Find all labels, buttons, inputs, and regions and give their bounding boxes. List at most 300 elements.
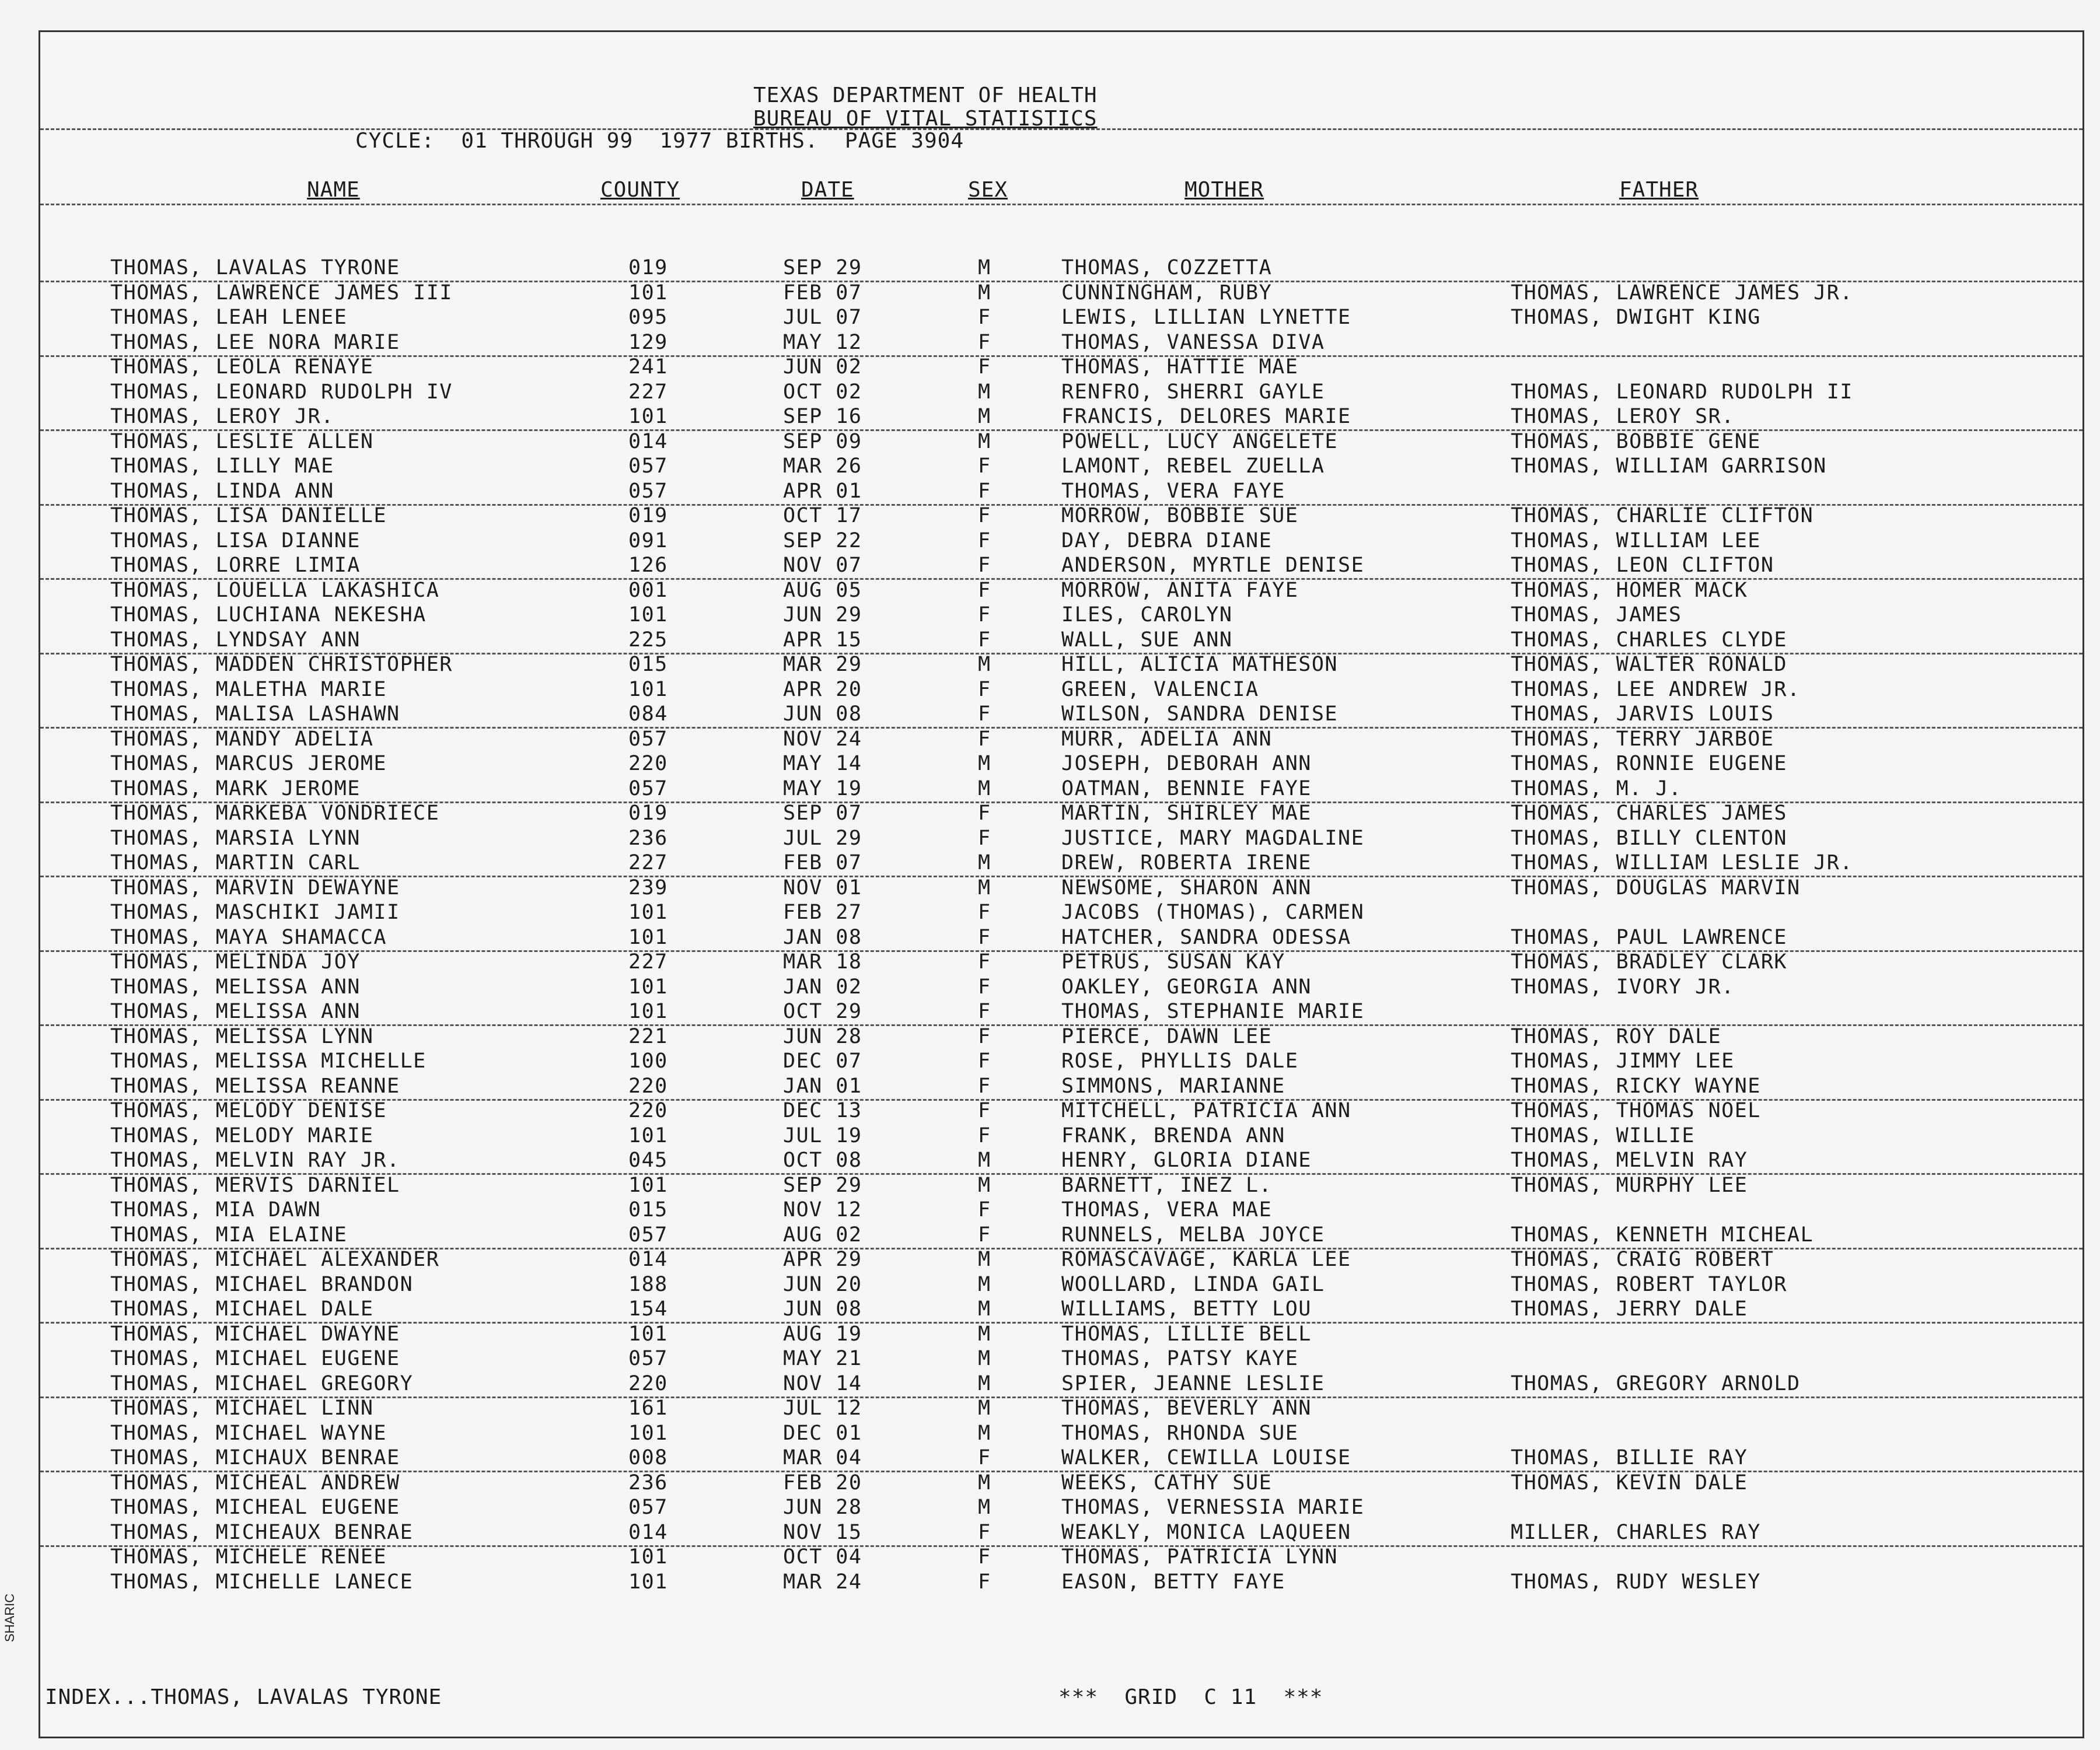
table-row	[40, 554, 2082, 580]
column-header-name: NAME	[307, 178, 360, 202]
cell-date: SEP 29	[783, 256, 862, 279]
cell-date: JUN 20	[783, 1272, 862, 1296]
cell-father: THOMAS, ROY DALE	[1511, 1024, 1722, 1048]
cell-county: 019	[628, 504, 668, 527]
cell-county: 101	[628, 925, 668, 949]
table-row	[40, 752, 2082, 776]
column-header-father: FATHER	[1619, 178, 1699, 202]
cell-mother: SPIER, JEANNE LESLIE	[1061, 1371, 1325, 1395]
cell-date: MAY 21	[783, 1347, 862, 1370]
cell-sex: F	[978, 1570, 991, 1594]
cell-mother: THOMAS, STEPHANIE MARIE	[1061, 1000, 1365, 1023]
cell-sex: F	[978, 1024, 991, 1048]
cell-county: 227	[628, 851, 668, 874]
cell-name: THOMAS, LAVALAS TYRONE	[110, 256, 400, 279]
cell-sex: M	[978, 256, 991, 279]
cell-father: THOMAS, PAUL LAWRENCE	[1511, 925, 1788, 949]
cell-date: MAY 12	[783, 330, 862, 354]
cell-father: THOMAS, WILLIAM GARRISON	[1511, 454, 1827, 478]
cell-sex: M	[978, 1322, 991, 1346]
cell-father: THOMAS, LEE ANDREW JR.	[1511, 677, 1801, 701]
column-header-sex: SEX	[968, 178, 1008, 202]
cell-name: THOMAS, MADDEN CHRISTOPHER	[110, 653, 453, 676]
cell-mother: LEWIS, LILLIAN LYNETTE	[1061, 306, 1351, 329]
cell-date: NOV 07	[783, 554, 862, 577]
cell-name: THOMAS, LEAH LENEE	[110, 306, 348, 329]
cell-name: THOMAS, MELISSA ANN	[110, 975, 361, 999]
cell-father: THOMAS, RONNIE EUGENE	[1511, 752, 1788, 775]
cell-mother: BARNETT, INEZ L.	[1061, 1173, 1273, 1197]
cell-name: THOMAS, MARCUS JEROME	[110, 752, 387, 775]
cell-date: FEB 27	[783, 901, 862, 924]
cell-date: OCT 02	[783, 380, 862, 404]
table-row	[40, 1396, 2082, 1421]
cell-county: 057	[628, 776, 668, 800]
cell-county: 101	[628, 603, 668, 626]
cell-county: 045	[628, 1149, 668, 1172]
cell-mother: MITCHELL, PATRICIA ANN	[1061, 1099, 1351, 1122]
cell-county: 101	[628, 1322, 668, 1346]
cell-date: OCT 29	[783, 1000, 862, 1023]
cell-father: THOMAS, WILLIE	[1511, 1124, 1696, 1147]
table-row	[40, 851, 2082, 877]
cell-name: THOMAS, LYNDSAY ANN	[110, 628, 361, 652]
cell-date: MAR 04	[783, 1446, 862, 1469]
table-row	[40, 1521, 2082, 1547]
cell-county: 014	[628, 1520, 668, 1544]
cell-date: FEB 07	[783, 281, 862, 304]
cell-county: 126	[628, 554, 668, 577]
table-row	[40, 1174, 2082, 1198]
cell-county: 101	[628, 1545, 668, 1569]
cell-date: FEB 07	[783, 851, 862, 874]
cell-date: MAR 24	[783, 1570, 862, 1594]
cell-date: JAN 01	[783, 1074, 862, 1098]
table-row	[40, 1000, 2082, 1026]
table-row	[40, 876, 2082, 901]
table-row	[40, 1223, 2082, 1250]
cell-father: THOMAS, JERRY DALE	[1511, 1297, 1748, 1321]
cell-father: THOMAS, DWIGHT KING	[1511, 306, 1761, 329]
cell-sex: M	[978, 405, 991, 428]
cell-name: THOMAS, LESLIE ALLEN	[110, 429, 374, 453]
cell-date: APR 29	[783, 1248, 862, 1271]
cell-father: THOMAS, MELVIN RAY	[1511, 1149, 1748, 1172]
cell-name: THOMAS, MICHAEL GREGORY	[110, 1371, 414, 1395]
cell-date: APR 20	[783, 677, 862, 701]
cell-date: SEP 09	[783, 429, 862, 453]
cell-county: 001	[628, 578, 668, 602]
cell-sex: F	[978, 950, 991, 974]
cell-mother: WEEKS, CATHY SUE	[1061, 1471, 1273, 1494]
cell-mother: WILLIAMS, BETTY LOU	[1061, 1297, 1312, 1321]
cell-mother: POWELL, LUCY ANGELETE	[1061, 429, 1339, 453]
cell-sex: F	[978, 727, 991, 751]
cell-mother: PIERCE, DAWN LEE	[1061, 1024, 1273, 1048]
cell-name: THOMAS, LINDA ANN	[110, 479, 334, 503]
table-row	[40, 603, 2082, 628]
cell-name: THOMAS, MELINDA JOY	[110, 950, 361, 974]
cell-father: THOMAS, TERRY JARBOE	[1511, 727, 1774, 751]
cell-name: THOMAS, MICHAEL EUGENE	[110, 1347, 400, 1370]
cell-sex: F	[978, 925, 991, 949]
cell-county: 100	[628, 1049, 668, 1073]
cell-date: OCT 17	[783, 504, 862, 527]
cell-sex: F	[978, 1099, 991, 1122]
table-row	[40, 355, 2082, 380]
cell-sex: M	[978, 1248, 991, 1271]
cell-date: SEP 07	[783, 802, 862, 825]
cell-mother: THOMAS, RHONDA SUE	[1061, 1421, 1299, 1445]
cell-name: THOMAS, MICHEAL EUGENE	[110, 1496, 400, 1519]
cell-date: AUG 02	[783, 1223, 862, 1247]
cell-name: THOMAS, MELISSA LYNN	[110, 1024, 374, 1048]
table-row	[40, 579, 2082, 603]
cell-name: THOMAS, MICHEAUX BENRAE	[110, 1520, 414, 1544]
cell-name: THOMAS, MELISSA ANN	[110, 1000, 361, 1023]
cell-date: JUL 12	[783, 1396, 862, 1420]
cell-sex: F	[978, 504, 991, 527]
cell-mother: ROSE, PHYLLIS DALE	[1061, 1049, 1299, 1073]
cell-county: 101	[628, 281, 668, 304]
cell-county: 236	[628, 1471, 668, 1494]
cell-sex: F	[978, 1198, 991, 1222]
cell-name: THOMAS, MARVIN DEWAYNE	[110, 876, 400, 900]
cell-mother: WILSON, SANDRA DENISE	[1061, 702, 1339, 726]
cell-date: APR 15	[783, 628, 862, 652]
column-header-mother: MOTHER	[1184, 178, 1264, 202]
cell-sex: F	[978, 355, 991, 379]
cell-name: THOMAS, MALETHA MARIE	[110, 677, 387, 701]
cell-sex: F	[978, 628, 991, 652]
cell-father: THOMAS, DOUGLAS MARVIN	[1511, 876, 1801, 900]
cell-date: JUN 08	[783, 702, 862, 726]
cell-name: THOMAS, LISA DANIELLE	[110, 504, 387, 527]
cell-sex: F	[978, 1223, 991, 1247]
cell-name: THOMAS, MICHAEL DWAYNE	[110, 1322, 400, 1346]
cell-county: 101	[628, 677, 668, 701]
table-row	[40, 430, 2082, 454]
cell-mother: WALL, SUE ANN	[1061, 628, 1233, 652]
cell-name: THOMAS, MICHAEL BRANDON	[110, 1272, 414, 1296]
table-row	[40, 1099, 2082, 1124]
cell-mother: MARTIN, SHIRLEY MAE	[1061, 802, 1312, 825]
cell-father: THOMAS, BILLY CLENTON	[1511, 826, 1788, 850]
cell-father: THOMAS, IVORY JR.	[1511, 975, 1735, 999]
cell-county: 227	[628, 380, 668, 404]
cell-mother: JACOBS (THOMAS), CARMEN	[1061, 901, 1365, 924]
cell-sex: M	[978, 281, 991, 304]
cell-mother: EASON, BETTY FAYE	[1061, 1570, 1285, 1594]
cell-date: FEB 20	[783, 1471, 862, 1494]
cell-sex: F	[978, 677, 991, 701]
cell-county: 101	[628, 1000, 668, 1023]
table-row	[40, 1446, 2082, 1472]
cell-mother: FRANK, BRENDA ANN	[1061, 1124, 1285, 1147]
cell-county: 057	[628, 1496, 668, 1519]
table-row	[40, 1273, 2082, 1297]
table-row	[40, 1322, 2082, 1347]
table-row	[40, 380, 2082, 405]
cell-sex: M	[978, 752, 991, 775]
table-row	[40, 1124, 2082, 1149]
cell-sex: F	[978, 1074, 991, 1098]
table-row	[40, 1570, 2082, 1595]
cell-father: THOMAS, JIMMY LEE	[1511, 1049, 1735, 1073]
table-row	[40, 1049, 2082, 1074]
cell-date: JUN 08	[783, 1297, 862, 1321]
cell-county: 015	[628, 1198, 668, 1222]
cell-date: JAN 08	[783, 925, 862, 949]
cell-name: THOMAS, MIA ELAINE	[110, 1223, 348, 1247]
document-frame	[39, 30, 2084, 1738]
cell-name: THOMAS, LAWRENCE JAMES III	[110, 281, 453, 304]
cell-county: 227	[628, 950, 668, 974]
column-header-county: COUNTY	[600, 178, 680, 202]
cell-sex: F	[978, 1446, 991, 1469]
cell-sex: M	[978, 1297, 991, 1321]
cell-father: THOMAS, BRADLEY CLARK	[1511, 950, 1788, 974]
cell-county: 095	[628, 306, 668, 329]
cell-name: THOMAS, MELISSA MICHELLE	[110, 1049, 427, 1073]
cell-father: THOMAS, GREGORY ARNOLD	[1511, 1371, 1801, 1395]
cell-county: 057	[628, 1347, 668, 1370]
cell-sex: M	[978, 1371, 991, 1395]
cell-name: THOMAS, MARTIN CARL	[110, 851, 361, 874]
cell-name: THOMAS, LORRE LIMIA	[110, 554, 361, 577]
cell-county: 014	[628, 1248, 668, 1271]
cell-mother: PETRUS, SUSAN KAY	[1061, 950, 1285, 974]
cell-father: THOMAS, WALTER RONALD	[1511, 653, 1788, 676]
index-line: INDEX...THOMAS, LAVALAS TYRONE	[45, 1685, 442, 1709]
cell-county: 057	[628, 454, 668, 478]
cell-mother: THOMAS, COZZETTA	[1061, 256, 1273, 279]
cell-mother: WEAKLY, MONICA LAQUEEN	[1061, 1520, 1351, 1544]
cell-name: THOMAS, MICHELE RENEE	[110, 1545, 387, 1569]
document-title: TEXAS DEPARTMENT OF HEALTH	[753, 83, 1098, 107]
cell-mother: GREEN, VALENCIA	[1061, 677, 1259, 701]
cell-mother: THOMAS, PATSY KAYE	[1061, 1347, 1299, 1370]
cell-name: THOMAS, LISA DIANNE	[110, 528, 361, 552]
cell-date: SEP 29	[783, 1173, 862, 1197]
cell-date: MAR 26	[783, 454, 862, 478]
cell-mother: DAY, DEBRA DIANE	[1061, 528, 1273, 552]
cell-date: JUN 28	[783, 1024, 862, 1048]
cell-county: 154	[628, 1297, 668, 1321]
table-row	[40, 950, 2082, 975]
cell-sex: F	[978, 1520, 991, 1544]
table-row	[40, 504, 2082, 528]
cell-father: THOMAS, WILLIAM LEE	[1511, 528, 1761, 552]
cell-mother: THOMAS, LILLIE BELL	[1061, 1322, 1312, 1346]
cell-sex: M	[978, 380, 991, 404]
cell-mother: SIMMONS, MARIANNE	[1061, 1074, 1285, 1098]
cell-sex: M	[978, 1173, 991, 1197]
cell-sex: M	[978, 1149, 991, 1172]
cell-date: NOV 24	[783, 727, 862, 751]
cell-name: THOMAS, MICHAEL WAYNE	[110, 1421, 387, 1445]
table-row	[40, 1347, 2082, 1371]
cell-sex: M	[978, 1471, 991, 1494]
cell-sex: M	[978, 1347, 991, 1370]
cell-date: NOV 01	[783, 876, 862, 900]
cell-county: 220	[628, 1099, 668, 1122]
cell-father: THOMAS, CHARLES CLYDE	[1511, 628, 1788, 652]
cell-county: 225	[628, 628, 668, 652]
cell-name: THOMAS, MELODY DENISE	[110, 1099, 387, 1122]
cell-father: THOMAS, WILLIAM LESLIE JR.	[1511, 851, 1853, 874]
cell-mother: THOMAS, VERA FAYE	[1061, 479, 1285, 503]
table-row	[40, 1198, 2082, 1223]
table-row	[40, 702, 2082, 729]
cell-county: 239	[628, 876, 668, 900]
cell-sex: F	[978, 1124, 991, 1147]
cell-father: THOMAS, LAWRENCE JAMES JR.	[1511, 281, 1853, 304]
cell-name: THOMAS, MASCHIKI JAMII	[110, 901, 400, 924]
cell-mother: OAKLEY, GEORGIA ANN	[1061, 975, 1312, 999]
cell-sex: F	[978, 702, 991, 726]
cell-sex: M	[978, 1396, 991, 1420]
cell-date: MAR 18	[783, 950, 862, 974]
cell-sex: M	[978, 776, 991, 800]
cell-sex: F	[978, 479, 991, 503]
cell-date: AUG 19	[783, 1322, 862, 1346]
cell-mother: ILES, CAROLYN	[1061, 603, 1233, 626]
cell-mother: ANDERSON, MYRTLE DENISE	[1061, 554, 1365, 577]
column-header-date: DATE	[801, 178, 854, 202]
table-row	[40, 480, 2082, 506]
cell-sex: M	[978, 1421, 991, 1445]
cell-county: 008	[628, 1446, 668, 1469]
cell-sex: M	[978, 1272, 991, 1296]
cycle-line: CYCLE: 01 THROUGH 99 1977 BIRTHS. PAGE 3904	[355, 129, 964, 153]
cell-sex: F	[978, 802, 991, 825]
header-divider	[40, 128, 2082, 130]
cell-sex: F	[978, 1545, 991, 1569]
table-row	[40, 454, 2082, 479]
cell-name: THOMAS, MICHELLE LANECE	[110, 1570, 414, 1594]
cell-father: THOMAS, LEROY SR.	[1511, 405, 1735, 428]
cell-mother: RUNNELS, MELBA JOYCE	[1061, 1223, 1325, 1247]
cell-sex: F	[978, 330, 991, 354]
table-row	[40, 1025, 2082, 1049]
cell-mother: THOMAS, VERA MAE	[1061, 1198, 1273, 1222]
column-header-divider	[40, 204, 2082, 205]
cell-date: JUL 19	[783, 1124, 862, 1147]
cell-date: OCT 08	[783, 1149, 862, 1172]
cell-mother: CUNNINGHAM, RUBY	[1061, 281, 1273, 304]
cell-father: THOMAS, BILLIE RAY	[1511, 1446, 1748, 1469]
cell-date: JUL 07	[783, 306, 862, 329]
cell-mother: MORROW, ANITA FAYE	[1061, 578, 1299, 602]
cell-mother: WALKER, CEWILLA LOUISE	[1061, 1446, 1351, 1469]
cell-mother: THOMAS, PATRICIA LYNN	[1061, 1545, 1339, 1569]
cell-county: 084	[628, 702, 668, 726]
cell-sex: M	[978, 653, 991, 676]
cell-mother: LAMONT, REBEL ZUELLA	[1061, 454, 1325, 478]
cell-sex: F	[978, 826, 991, 850]
table-row	[40, 281, 2082, 306]
cell-sex: F	[978, 578, 991, 602]
cell-name: THOMAS, LILLY MAE	[110, 454, 334, 478]
cell-father: THOMAS, CRAIG ROBERT	[1511, 1248, 1774, 1271]
table-row	[40, 926, 2082, 952]
cell-county: 057	[628, 727, 668, 751]
cell-name: THOMAS, MANDY ADELIA	[110, 727, 374, 751]
table-row	[40, 653, 2082, 677]
cell-date: NOV 14	[783, 1371, 862, 1395]
cell-date: OCT 04	[783, 1545, 862, 1569]
cell-county: 091	[628, 528, 668, 552]
cell-date: SEP 16	[783, 405, 862, 428]
cell-father: THOMAS, KENNETH MICHEAL	[1511, 1223, 1814, 1247]
table-row	[40, 777, 2082, 803]
cell-mother: WOOLLARD, LINDA GAIL	[1061, 1272, 1325, 1296]
cell-name: THOMAS, MAYA SHAMACCA	[110, 925, 387, 949]
cell-county: 014	[628, 429, 668, 453]
cell-date: AUG 05	[783, 578, 862, 602]
table-row	[40, 802, 2082, 826]
cell-name: THOMAS, LEE NORA MARIE	[110, 330, 400, 354]
cell-father: THOMAS, BOBBIE GENE	[1511, 429, 1761, 453]
cell-mother: THOMAS, BEVERLY ANN	[1061, 1396, 1312, 1420]
table-row	[40, 529, 2082, 554]
cell-county: 057	[628, 1223, 668, 1247]
cell-date: MAY 14	[783, 752, 862, 775]
table-row	[40, 827, 2082, 851]
cell-name: THOMAS, MELODY MARIE	[110, 1124, 374, 1147]
table-row	[40, 405, 2082, 431]
cell-father: THOMAS, RICKY WAYNE	[1511, 1074, 1761, 1098]
cell-sex: M	[978, 876, 991, 900]
cell-county: 161	[628, 1396, 668, 1420]
cell-date: MAY 19	[783, 776, 862, 800]
cell-sex: F	[978, 528, 991, 552]
cell-county: 101	[628, 1124, 668, 1147]
cell-mother: JUSTICE, MARY MAGDALINE	[1061, 826, 1365, 850]
cell-father: THOMAS, THOMAS NOEL	[1511, 1099, 1761, 1122]
cell-father: THOMAS, HOMER MACK	[1511, 578, 1748, 602]
cell-name: THOMAS, MARSIA LYNN	[110, 826, 361, 850]
cell-county: 241	[628, 355, 668, 379]
table-row	[40, 331, 2082, 357]
cell-date: NOV 15	[783, 1520, 862, 1544]
cell-father: THOMAS, JARVIS LOUIS	[1511, 702, 1774, 726]
cell-county: 129	[628, 330, 668, 354]
cell-sex: F	[978, 454, 991, 478]
cell-father: THOMAS, JAMES	[1511, 603, 1682, 626]
cell-name: THOMAS, MICHAEL LINN	[110, 1396, 374, 1420]
table-row	[40, 1149, 2082, 1175]
table-row	[40, 306, 2082, 330]
cell-county: 101	[628, 405, 668, 428]
cell-mother: OATMAN, BENNIE FAYE	[1061, 776, 1312, 800]
table-row	[40, 678, 2082, 702]
cell-county: 057	[628, 479, 668, 503]
cell-mother: DREW, ROBERTA IRENE	[1061, 851, 1312, 874]
cell-mother: THOMAS, VANESSA DIVA	[1061, 330, 1325, 354]
cell-county: 015	[628, 653, 668, 676]
cell-mother: RENFRO, SHERRI GAYLE	[1061, 380, 1325, 404]
cell-name: THOMAS, MIA DAWN	[110, 1198, 322, 1222]
cell-father: THOMAS, M. J.	[1511, 776, 1682, 800]
cell-name: THOMAS, LOUELLA LAKASHICA	[110, 578, 440, 602]
cell-sex: F	[978, 603, 991, 626]
cell-father: MILLER, CHARLES RAY	[1511, 1520, 1761, 1544]
cell-father: THOMAS, KEVIN DALE	[1511, 1471, 1748, 1494]
table-row	[40, 1297, 2082, 1324]
table-row	[40, 1074, 2082, 1101]
